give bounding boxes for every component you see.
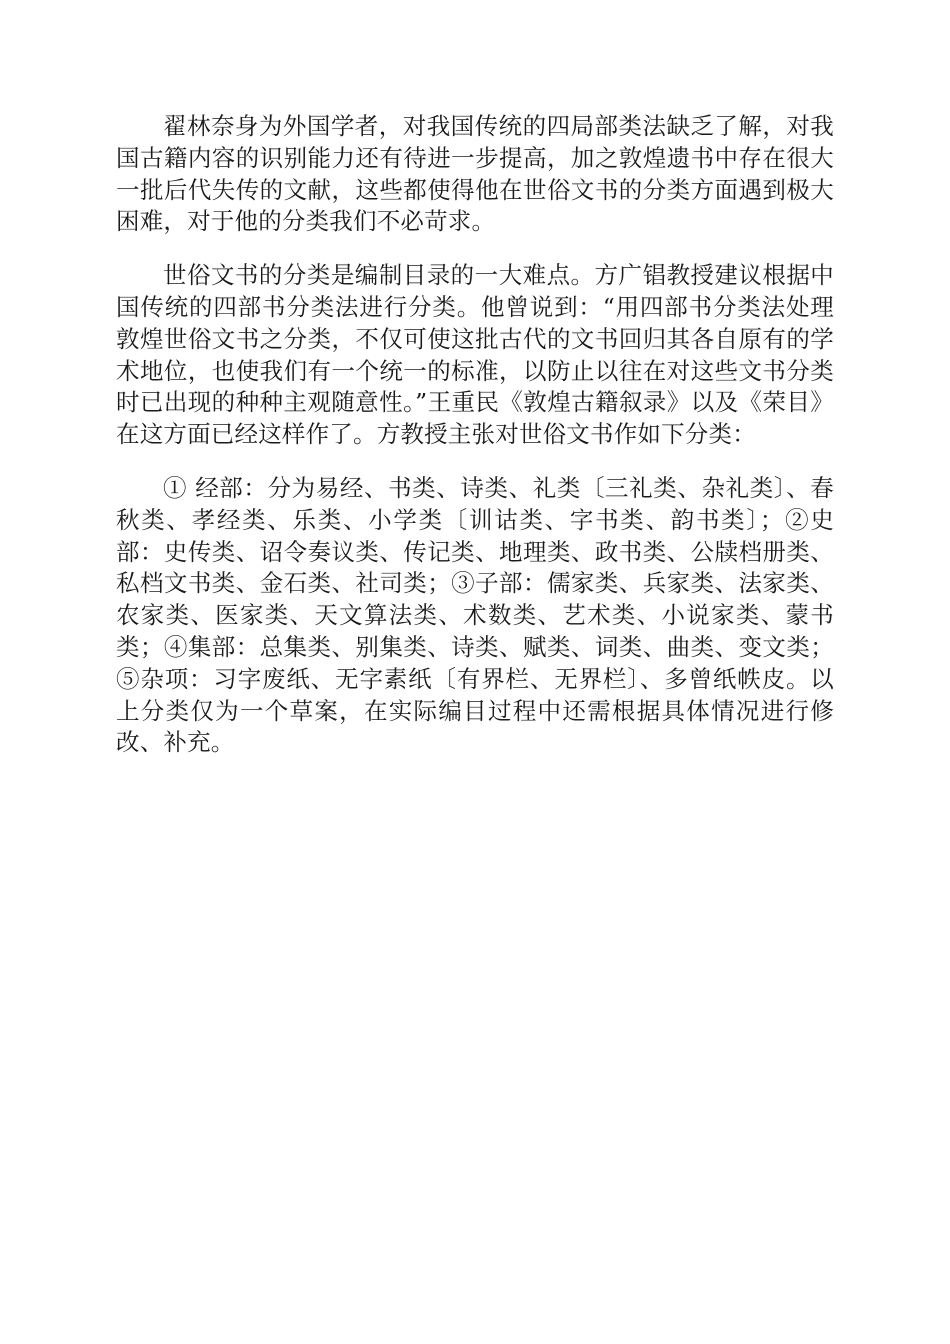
paragraph-3: ① 经部：分为易经、书类、诗类、礼类〔三礼类、杂礼类〕、春秋类、孝经类、乐类、小学类〔训诂类、字书类、韵书类〕；②史部：史传类、诏令奏议类、传记类、地理类、政书类、公牍档册类、私档文书类、金石类、社司类；③子部：儒家类、兵家类、法家类、农家类、医家类、天文算法类、术数类、艺术类、小说家类、蒙书类；④集部：总集类、别集类、诗类、赋类、词类、曲类、变文类；⑤杂项：习字废纸、无字素纸〔有界栏、无界栏〕、多曾纸帙皮。以上分类仅为一个草案，在实际编目过程中还需根据具体情况进行修改、补充。 [116, 473, 834, 757]
paragraph-1: 翟林奈身为外国学者，对我国传统的四局部类法缺乏了解，对我国古籍内容的识别能力还有待进一步提高，加之敦煌遗书中存在很大一批后代失传的文献，这些都使得他在世俗文书的分类方面遇到极大困难，对于他的分类我们不必苛求。 [116, 112, 834, 236]
paragraph-2: 世俗文书的分类是编制目录的一大难点。方广锠教授建议根据中国传统的四部书分类法进行分类。他曾说到：“用四部书分类法处理敦煌世俗文书之分类，不仅可使这批古代的文书回归其各自原有的学术地位，也使我们有一个统一的标准，以防止以往在对这些文书分类时已出现的种种主观随意性。”王重民《敦煌古籍叙录》以及《荣目》在这方面已经这样作了。方教授主张对世俗文书作如下分类： [116, 261, 834, 449]
document-page [116, 111, 834, 759]
